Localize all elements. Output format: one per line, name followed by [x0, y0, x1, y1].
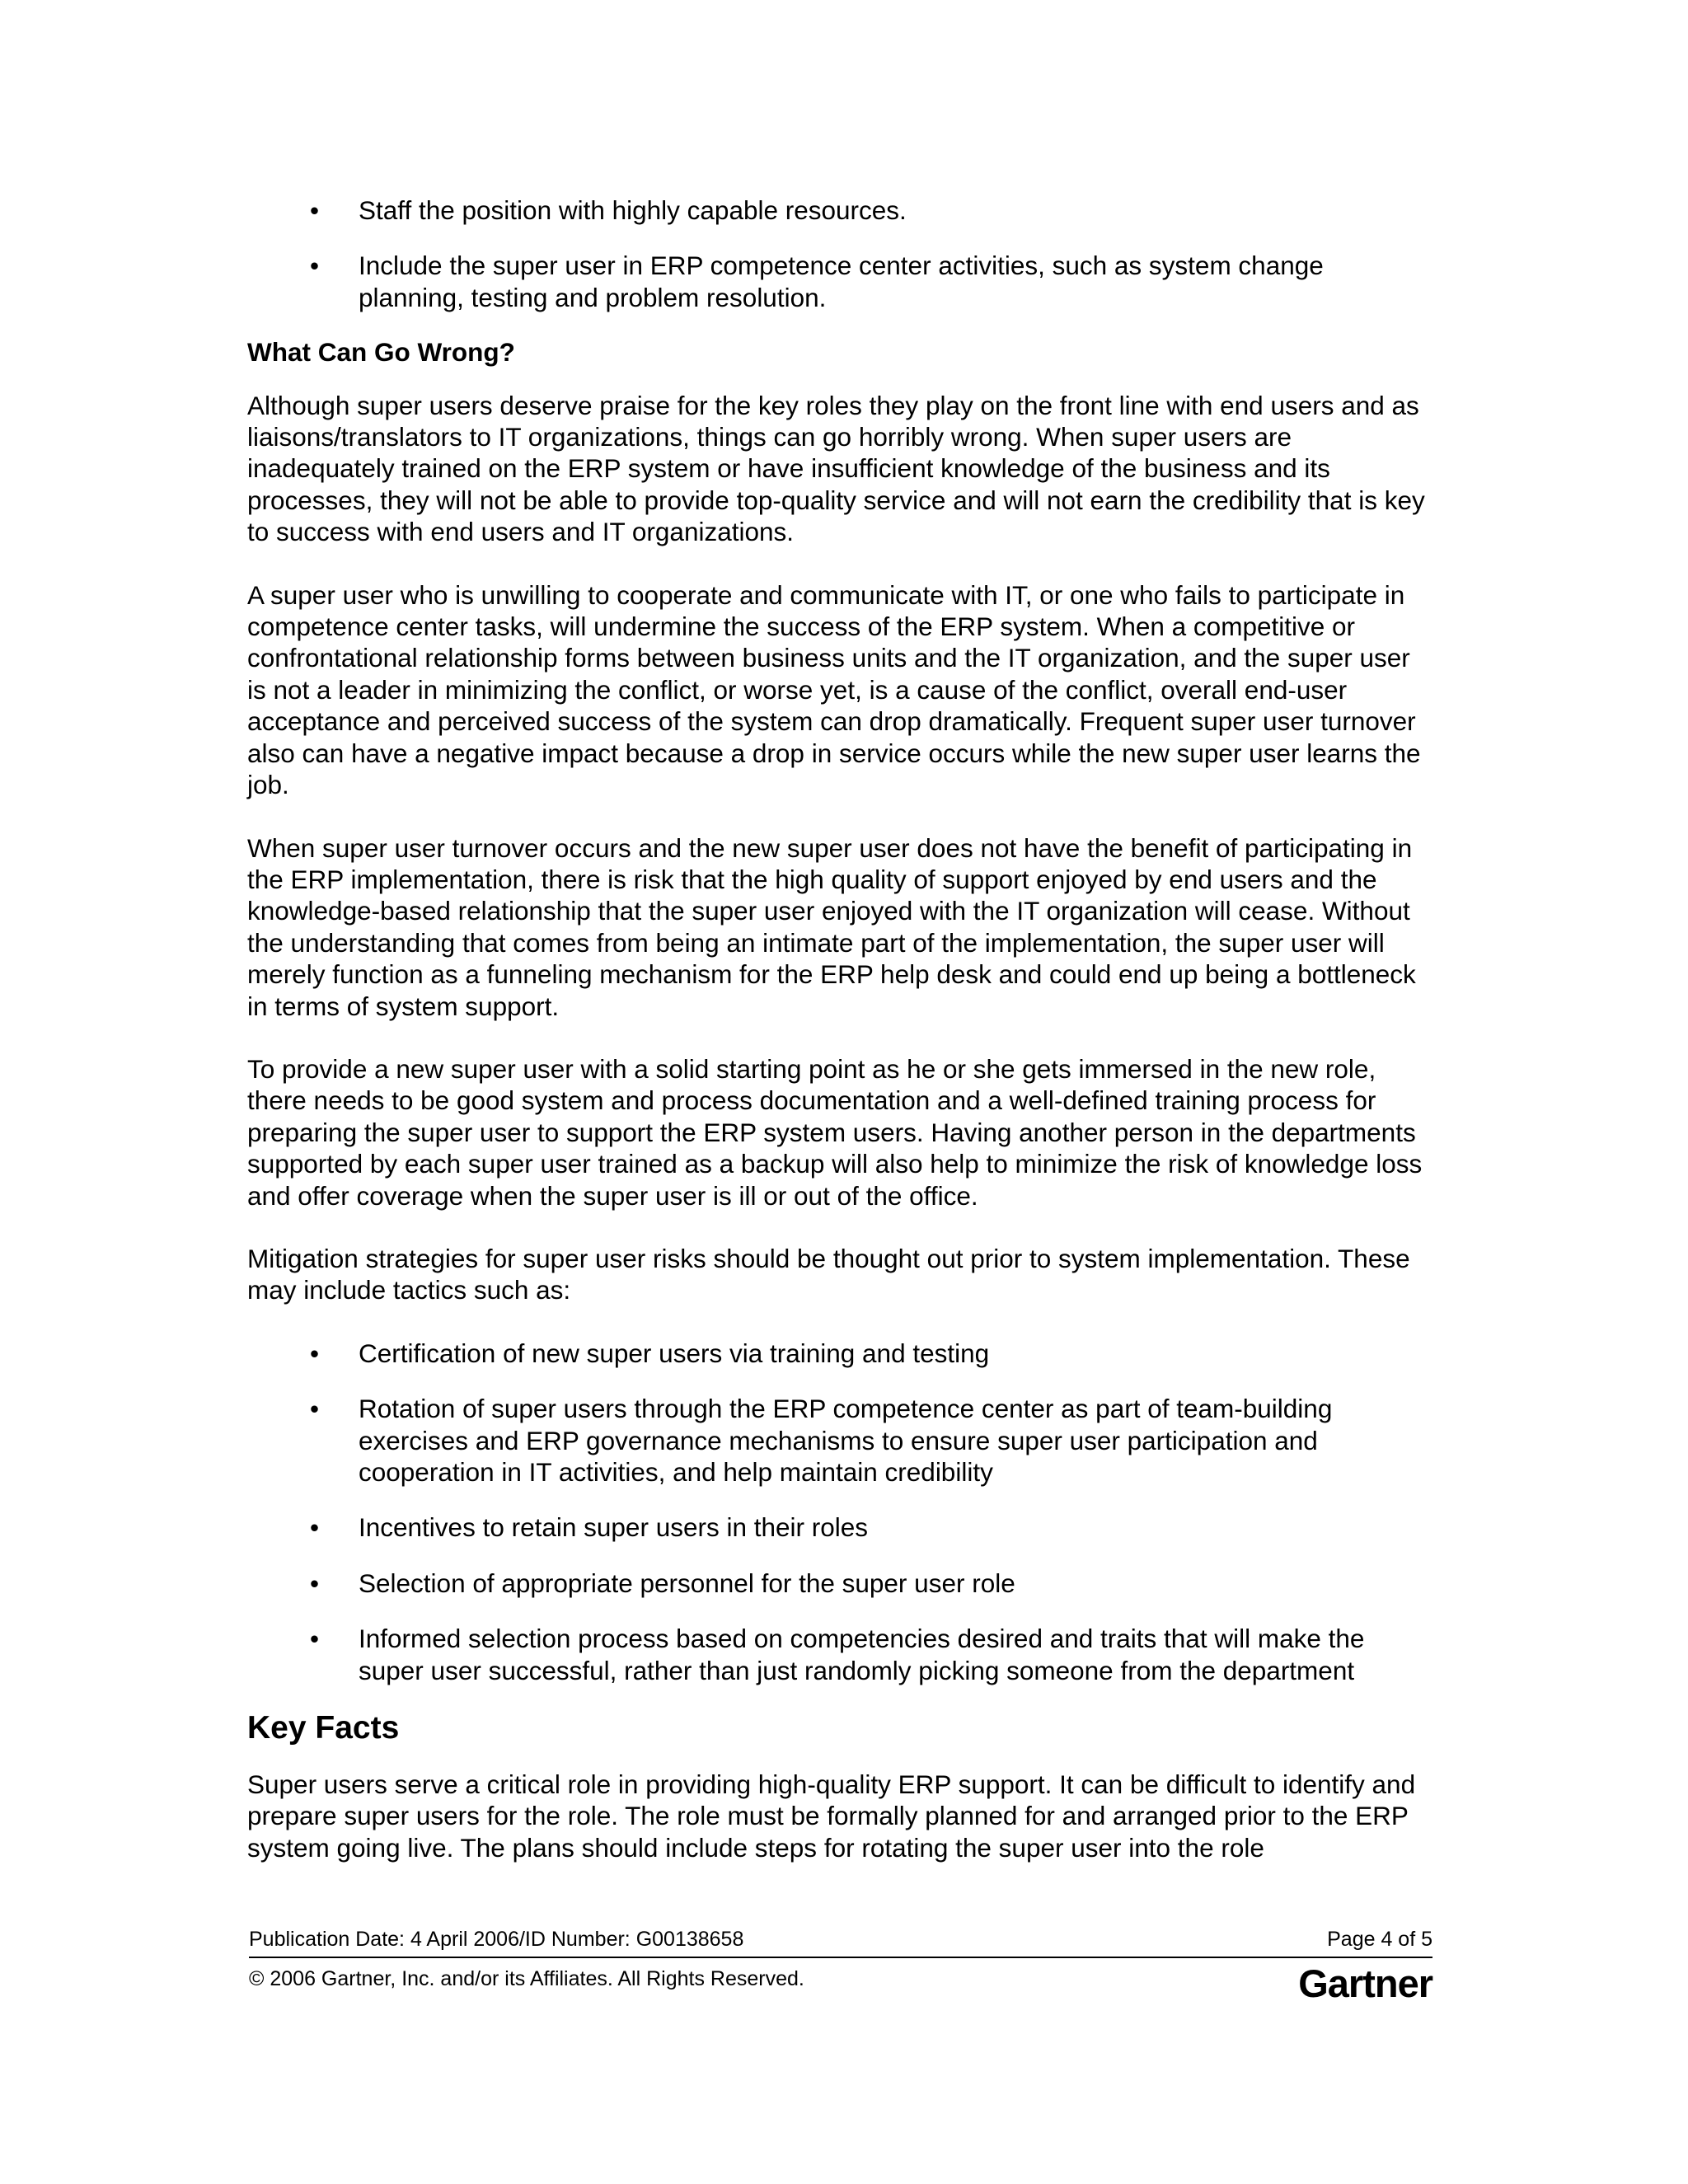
list-item-text: Rotation of super users through the ERP competence center as part of team-building exercises and ERP governance mechanisms to ensure super user participation and cooperation in IT activities, and help maintain credibility [359, 1394, 1333, 1487]
publication-info: Publication Date: 4 April 2006/ID Number: G00138658 [249, 1928, 744, 1951]
bullet-icon: • [310, 1568, 320, 1598]
paragraph: Super users serve a critical role in providing high-quality ERP support. It can be difficult to identify and prepare super users for the role. The role must be formally planned for and arranged prior to the ERP system going live. The plans should include steps for rotating the super user into the role [247, 1769, 1416, 1863]
paragraph: Although super users deserve praise for the key roles they play on the front line with end users and as liaisons/translators to IT organizations, things can go horribly wrong. When super users are inadequately trained on the ERP system or have insufficient knowledge of the business and its processes, they will not be able to provide top-quality service and will not earn the credibility that is key to success with end users and IT organizations. [247, 390, 1425, 547]
list-item-text: Selection of appropriate personnel for the super user role [359, 1568, 1015, 1598]
bullet-icon: • [310, 1394, 320, 1424]
paragraph: When super user turnover occurs and the new super user does not have the benefit of participating in the ERP implementation, there is risk that the high quality of support enjoyed by end users and the knowledge-based relationship that the super user enjoyed with the IT organization will cease. Without the understanding that comes from being an intimate part of the implementation, the super user will merely function as a funneling mechanism for the ERP help desk and could end up being a bottleneck in terms of system support. [247, 832, 1416, 1021]
bullet-icon: • [310, 195, 320, 225]
list-item-text: Incentives to retain super users in their roles [359, 1512, 869, 1543]
bullet-icon: • [310, 251, 320, 281]
bullet-icon: • [310, 1338, 320, 1368]
bullet-icon: • [310, 1624, 320, 1654]
list-item-text: Informed selection process based on competencies desired and traits that will make the super user successful, rather than just randomly picking someone from the department [359, 1624, 1365, 1685]
paragraph: To provide a new super user with a solid starting point as he or she gets immersed in the new role, there needs to be good system and process documentation and a well-defined training process for preparing the super user to support the ERP system users. Having another person in the departments supported by each super user trained as a backup will also help to minimize the risk of knowledge loss and offer coverage when the super user is ill or out of the office. [247, 1053, 1423, 1211]
page-footer [249, 1927, 1432, 2003]
document-page [247, 194, 1434, 1895]
paragraph: A super user who is unwilling to cooperate and communicate with IT, or one who fails to participate in competence center tasks, will undermine the success of the ERP system. When a competitive or confrontational relationship forms between business units and the IT organization, and the super user is not a leader in minimizing the conflict, or worse yet, is a cause of the conflict, overall end-user acceptance and perceived success of the system can drop dramatically. Frequent super user turnover also can have a negative impact because a drop in service occurs while the new super user learns the job. [247, 579, 1421, 800]
footer-top-row [249, 1927, 1432, 1958]
list-item-text: Staff the position with highly capable resources. [359, 195, 907, 225]
bullet-icon: • [310, 1512, 320, 1543]
list-item [247, 1511, 1434, 1543]
list-item [247, 250, 1434, 313]
list-item [247, 1623, 1434, 1686]
list-item [247, 194, 1434, 226]
footer-bottom-row [249, 1961, 1432, 2005]
list-item [247, 1568, 1434, 1599]
list-item-text: Include the super user in ERP competence center activities, such as system change planning, testing and problem resolution. [359, 251, 1324, 312]
bullet-list-mitigation [247, 1338, 1434, 1686]
bullet-list-top [247, 194, 1434, 313]
section-heading-key-facts: Key Facts [247, 1710, 400, 1746]
gartner-logo: Gartner [1298, 1961, 1432, 2005]
list-item [247, 1338, 1434, 1369]
section-heading-what-can-go-wrong: What Can Go Wrong? [247, 337, 515, 368]
list-item [247, 1393, 1434, 1488]
page-number: Page 4 of 5 [1327, 1928, 1432, 1951]
list-item-text: Certification of new super users via training and testing [359, 1338, 990, 1368]
paragraph: Mitigation strategies for super user risks should be thought out prior to system implementation. These may include tactics such as: [247, 1243, 1410, 1305]
copyright-notice: © 2006 Gartner, Inc. and/or its Affiliates. All Rights Reserved. [249, 1967, 804, 1990]
